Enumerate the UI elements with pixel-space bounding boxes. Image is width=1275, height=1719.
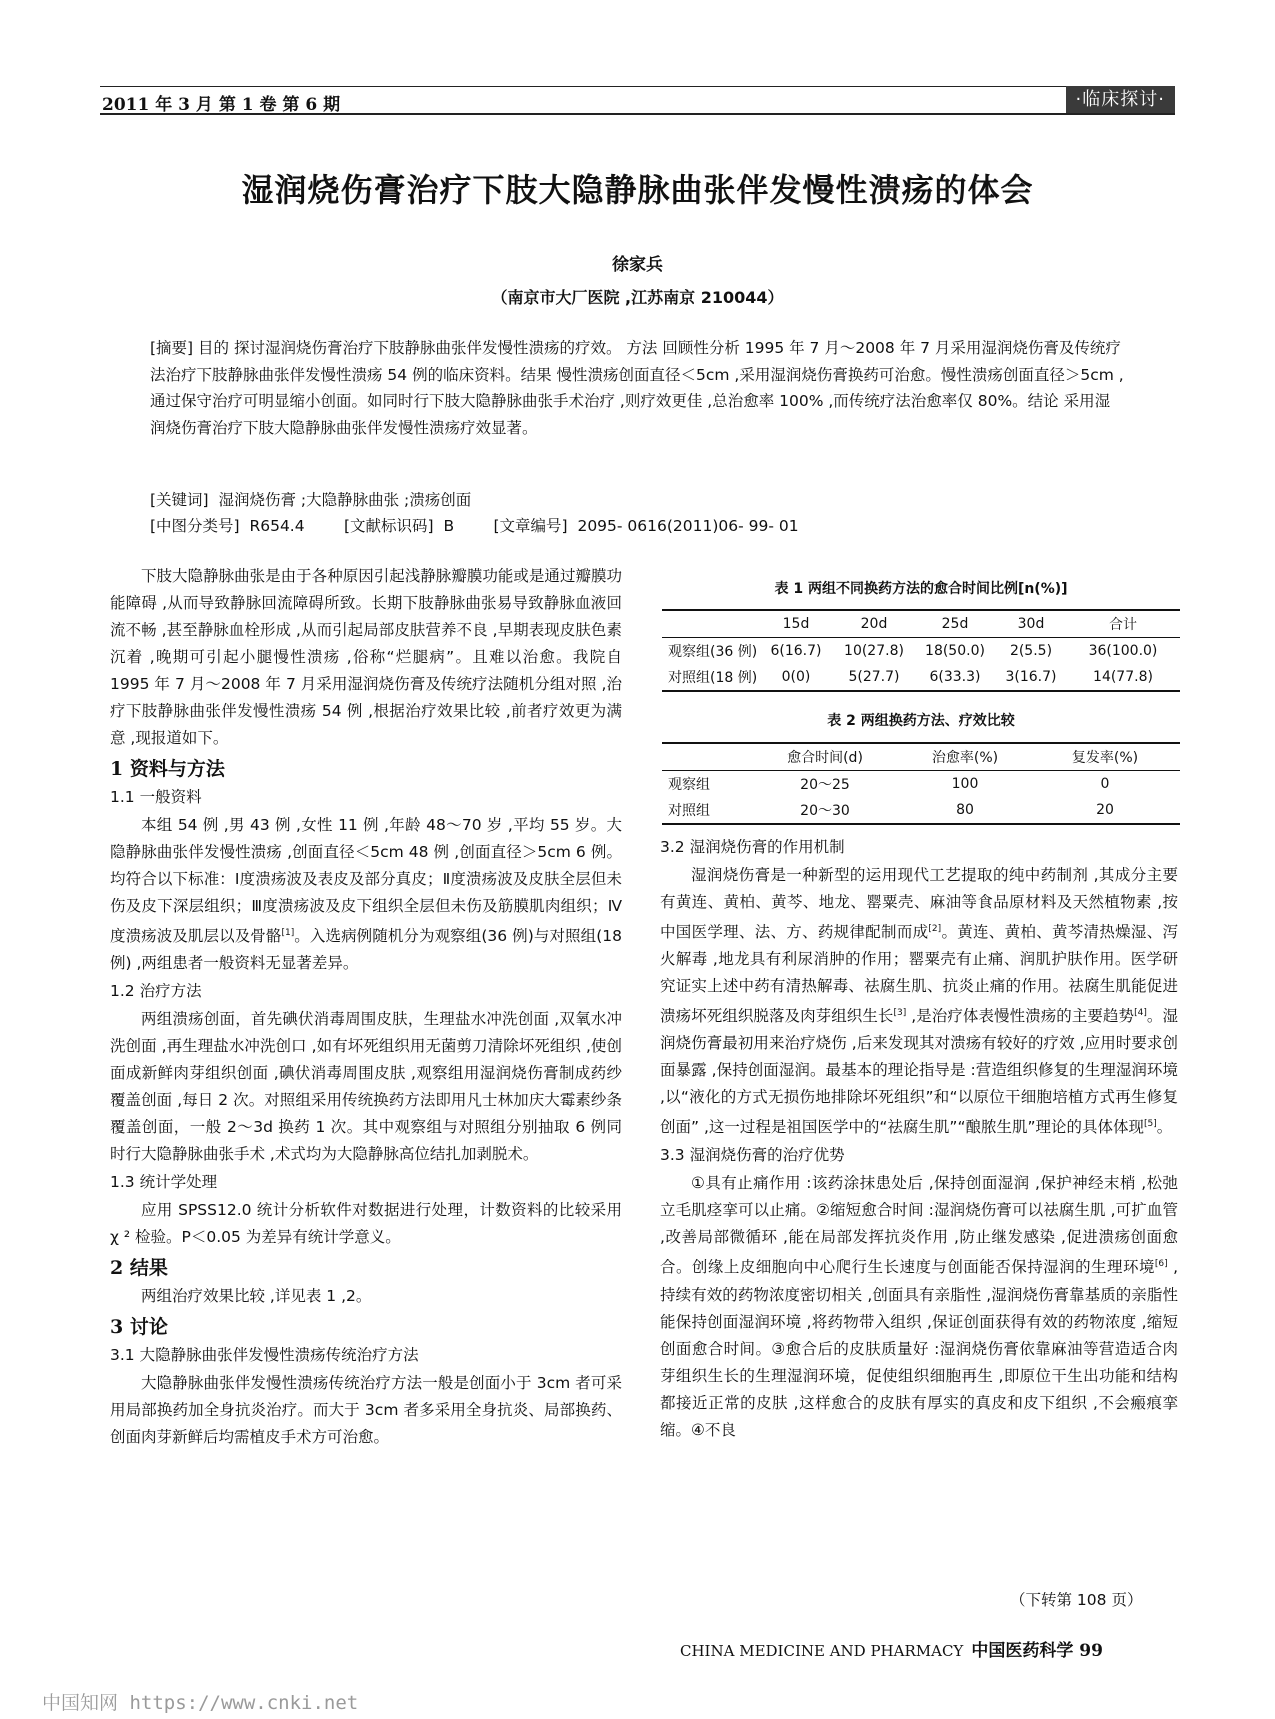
running-header <box>100 86 1175 115</box>
table-header-row <box>662 743 1180 771</box>
paragraph-statistics: 应用 SPSS12.0 统计分析软件对数据进行处理，计数资料的比较采用 χ ² 检验。P＜0.05 为差异有统计学意义。 <box>110 1201 622 1247</box>
citation-3: [3] <box>893 1008 907 1019</box>
citation-1: [1] <box>281 928 295 938</box>
table-cell: 2(5.5) <box>1009 643 1053 659</box>
intro-paragraph: 下肢大隐静脉曲张是由于各种原因引起浅静脉瓣膜功能或是通过瓣膜功能障碍 ,从而导致静脉回流障碍所致。长期下肢静脉曲张易导致静脉血液回流不畅 ,甚至静脉血栓形成 ,从而引起局部皮肤营养不良 ,早期表现皮肤色素沉着 ,晚期可引起小腿慢性溃疡 ,俗称“烂腿病”。且难以治愈。我院自 1995 年 7 月～2008 年 7 月采用湿润烧伤膏及传统疗法随机分组对照 ,治疗下肢静脉曲张伴发慢性溃疡 54 例 ,根据治疗效果比较 ,前者疗效更为满意 ,现报道如下。 <box>110 567 622 747</box>
heading-traditional-treatment: 3.1 大隐静脉曲张伴发慢性溃疡传统治疗方法 <box>110 1346 419 1365</box>
issue-info: 2011 年 3 月 第 1 卷 第 6 期 <box>102 95 341 115</box>
mechanism-text-1: 湿润烧伤膏是一种新型的运用现代工艺提取的纯中药制剂 ,其成分主要有黄连、黄柏、黄芩、地龙、罂粟壳、麻油等食品原材料及天然植物素 ,按中国医学理、法、方、药规律配制而成 <box>660 866 1178 942</box>
footer-journal <box>680 1636 1103 1661</box>
table-header-cell: 25d <box>941 616 969 632</box>
advantages-text-1: ①具有止痛作用 :该药涂抹患处后 ,保持创面湿润 ,保护神经末梢 ,松弛立毛肌痉挛可以止痛。②缩短愈合时间 :湿润烧伤膏可以祛腐生肌 ,可扩血管 ,改善局部微循环 ,能在局部发挥抗炎作用 ,防止继发感染 ,促进溃疡创面愈合。创缘上皮细胞向中心爬行生长速度与创面能否保持湿润的生理环境 <box>660 1174 1178 1277</box>
citation-4: [4] <box>1134 1008 1147 1019</box>
heading-statistics: 1.3 统计学处理 <box>110 1173 218 1192</box>
table-cell: 20～30 <box>800 803 850 819</box>
table-cell: 80 <box>956 802 974 818</box>
table-cell: 36(100.0) <box>1088 643 1158 659</box>
paragraph-general-data-text-2: 。入选病例随机分为观察组(36 例)与对照组(18 例) ,两组患者一般资料无显著差异。 <box>110 927 622 973</box>
mechanism-text-5: 。 <box>1156 1118 1173 1137</box>
table-cell: 14(77.8) <box>1093 669 1153 685</box>
citation-2: [2] <box>928 924 942 934</box>
heading-results: 2 结果 <box>110 1257 168 1280</box>
affiliation: （南京市大厂医院 ,江苏南京 210044） <box>491 288 784 307</box>
mechanism-text-3: ,是治疗体表慢性溃疡的主要趋势 <box>906 1007 1135 1026</box>
table-cell: 20 <box>1096 802 1114 818</box>
abstract-label: [摘要] <box>150 339 194 357</box>
table-header-cell <box>662 610 758 638</box>
table-cell: 3(16.7) <box>1005 669 1057 685</box>
table-header-cell: 15d <box>782 616 810 632</box>
paragraph-advantages <box>660 1170 1178 1443</box>
header-rule-bottom <box>100 113 1175 115</box>
table-header-cell: 合计 <box>1109 617 1137 633</box>
table-row <box>662 638 1180 665</box>
right-column <box>660 833 1178 1444</box>
left-column <box>110 563 622 1451</box>
table-cell: 100 <box>951 776 979 792</box>
heading-discussion: 3 讨论 <box>110 1316 168 1339</box>
table-cell: 对照组(18 例) <box>668 670 758 686</box>
keywords: [关键词] 湿润烧伤膏 ;大隐静脉曲张 ;溃疡创面 <box>150 491 472 509</box>
table-cell: 20～25 <box>800 777 850 793</box>
heading-general-data: 1.1 一般资料 <box>110 788 202 806</box>
table-row <box>662 797 1180 824</box>
table-cell: 6(33.3) <box>929 669 981 685</box>
table-header-cell: 30d <box>1017 616 1045 632</box>
citation-6: [6] <box>1154 1259 1168 1270</box>
paragraph-traditional-treatment: 大隐静脉曲张伴发慢性溃疡传统治疗方法一般是创面小于 3cm 者可采用局部换药加全身抗炎治疗。而大于 3cm 者多采用全身抗炎、局部换药、创面肉芽新鲜后均需植皮手术方可治愈。 <box>110 1374 622 1447</box>
header-rule-top <box>100 86 1175 87</box>
table-cell: 观察组(36 例) <box>668 644 758 660</box>
journal-name-cn: 中国医药科学 99 <box>971 1641 1103 1661</box>
article-meta <box>150 487 1125 539</box>
section-tag: ·临床探讨· <box>1066 86 1175 113</box>
paragraph-mechanism <box>660 862 1178 1141</box>
paragraph-general-data-text: 本组 54 例 ,男 43 例 ,女性 11 例 ,年龄 48～70 岁 ,平均 55 岁。大隐静脉曲张伴发慢性溃疡 ,创面直径＜5cm 48 例 ,创面直径＞5cm 6 例。均符合以下标准：Ⅰ度溃疡波及表皮及部分真皮；Ⅱ度溃疡波及皮肤全层但未伤及皮下深层组织；Ⅲ度溃疡波及皮下组织全层但未伤及筋膜肌肉组织；Ⅳ度溃疡波及肌层以及骨骼 <box>110 816 622 946</box>
table-header-row <box>662 610 1180 638</box>
table-cell: 18(50.0) <box>925 643 985 659</box>
mechanism-text-2: 。黄连、黄柏、黄芩清热燥湿、泻火解毒 ,地龙具有利尿消肿的作用；罂粟壳有止痛、润肌护肤作用。医学研究证实上述中药有清热解毒、祛腐生肌、抗炎止痛的作用。祛腐生肌能促进溃疡坏死组织脱落及肉芽组织生长 <box>660 923 1178 1026</box>
table-cell: 0(0) <box>781 669 811 685</box>
table1-caption: 表 1 两组不同换药方法的愈合时间比例[n(%)] <box>774 581 1068 597</box>
cnki-watermark: 中国知网 https://www.cnki.net <box>42 1692 359 1714</box>
abstract-text: 目的 探讨湿润烧伤膏治疗下肢静脉曲张伴发慢性溃疡的疗效。 方法 回顾性分析 1995 年 7 月～2008 年 7 月采用湿润烧伤膏及传统疗法治疗下肢静脉曲张伴发慢性溃疡 54 例的临床资料。结果 慢性溃疡创面直径＜5cm ,采用湿润烧伤膏换药可治愈。慢性溃疡创面直径＞5cm ,通过保守治疗可明显缩小创面。如同时行下肢大隐静脉曲张手术治疗 ,则疗效更佳 ,总治愈率 100% ,而传统疗法治愈率仅 80%。结论 采用湿润烧伤膏治疗下肢大隐静脉曲张伴发慢性溃疡疗效显著。 <box>150 339 1124 437</box>
table-header-cell: 愈合时间(d) <box>787 750 863 766</box>
continued-note: （下转第 108 页） <box>1010 1591 1143 1609</box>
author: 徐家兵 <box>612 255 663 275</box>
paragraph-general-data <box>110 812 622 977</box>
table-cell: 10(27.8) <box>844 643 904 659</box>
table-cell: 6(16.7) <box>770 643 822 659</box>
table-header-cell: 治愈率(%) <box>931 750 999 766</box>
paragraph-results: 两组治疗效果比较 ,详见表 1 ,2。 <box>141 1287 372 1306</box>
table-header-cell: 复发率(%) <box>1071 750 1139 766</box>
table2-caption: 表 2 两组换药方法、疗效比较 <box>827 713 1015 729</box>
heading-treatment: 1.2 治疗方法 <box>110 982 202 1001</box>
journal-name-en: CHINA MEDICINE AND PHARMACY <box>680 1642 964 1660</box>
paragraph-treatment: 两组溃疡创面，首先碘伏消毒周围皮肤，生理盐水冲洗创面 ,双氧水冲洗创面 ,再生理盐水冲洗创口 ,如有坏死组织用无菌剪刀清除坏死组织 ,使创面成新鲜肉芽组织创面 ,碘伏消毒周围皮肤 ,观察组用湿润烧伤膏制成药纱覆盖创面 ,每日 2 次。对照组采用传统换药方法即用凡士林加庆大霉素纱条覆盖创面，一般 2～3d 换药 1 次。其中观察组与对照组分别抽取 6 例同时行大隐静脉曲张手术 ,术式均为大隐静脉高位结扎加剥脱术。 <box>110 1010 622 1164</box>
table-row <box>662 771 1180 798</box>
mechanism-text-4: 。湿润烧伤膏最初用来治疗烧伤 ,后来发现其对溃疡有较好的疗效 ,应用时要求创面暴露 ,保持创面湿润。最基本的理论指导是 :营造组织修复的生理湿润环境 ,以“液化的方式无损伤地排除坏死组织”和“以原位干细胞培植方式再生修复创面” ,这一过程是祖国医学中的“祛腐生肌”“酿脓生肌”理论的具体体现 <box>660 1007 1178 1137</box>
table1 <box>662 609 1180 692</box>
table-row <box>662 664 1180 691</box>
table-header-cell <box>662 743 750 771</box>
heading-mechanism: 3.2 湿润烧伤膏的作用机制 <box>660 838 845 856</box>
abstract <box>150 335 1125 441</box>
article-title: 湿润烧伤膏治疗下肢大隐静脉曲张伴发慢性溃疡的体会 <box>241 171 1034 209</box>
classification: [中图分类号] R654.4 [文献标识码] B [文章编号] 2095- 0616(2011)06- 99- 01 <box>150 517 799 535</box>
table-cell: 观察组 <box>668 777 710 793</box>
heading-advantages: 3.3 湿润烧伤膏的治疗优势 <box>660 1146 845 1165</box>
table-cell: 5(27.7) <box>848 669 900 685</box>
table-header-cell: 20d <box>860 616 888 632</box>
heading-methods: 1 资料与方法 <box>110 758 225 780</box>
table-cell: 对照组 <box>668 803 710 819</box>
table2 <box>662 742 1180 825</box>
advantages-text-2: ,持续有效的药物浓度密切相关 ,创面具有亲脂性 ,湿润烧伤膏靠基质的亲脂性能保持创面湿润环境 ,将药物带入组织 ,保证创面获得有效的药物浓度 ,缩短创面愈合时间。③愈合后的皮肤质量好 :湿润烧伤膏依靠麻油等营造适合肉芽组织生长的生理湿润环境，促使组织细胞再生 ,即原位干生出功能和结构都接近正常的皮肤 ,这样愈合的皮肤有厚实的真皮和皮下组织 ,不会瘢痕挛缩。④不良 <box>660 1258 1178 1439</box>
table-cell: 0 <box>1100 776 1110 792</box>
citation-5: [5] <box>1144 1119 1157 1130</box>
